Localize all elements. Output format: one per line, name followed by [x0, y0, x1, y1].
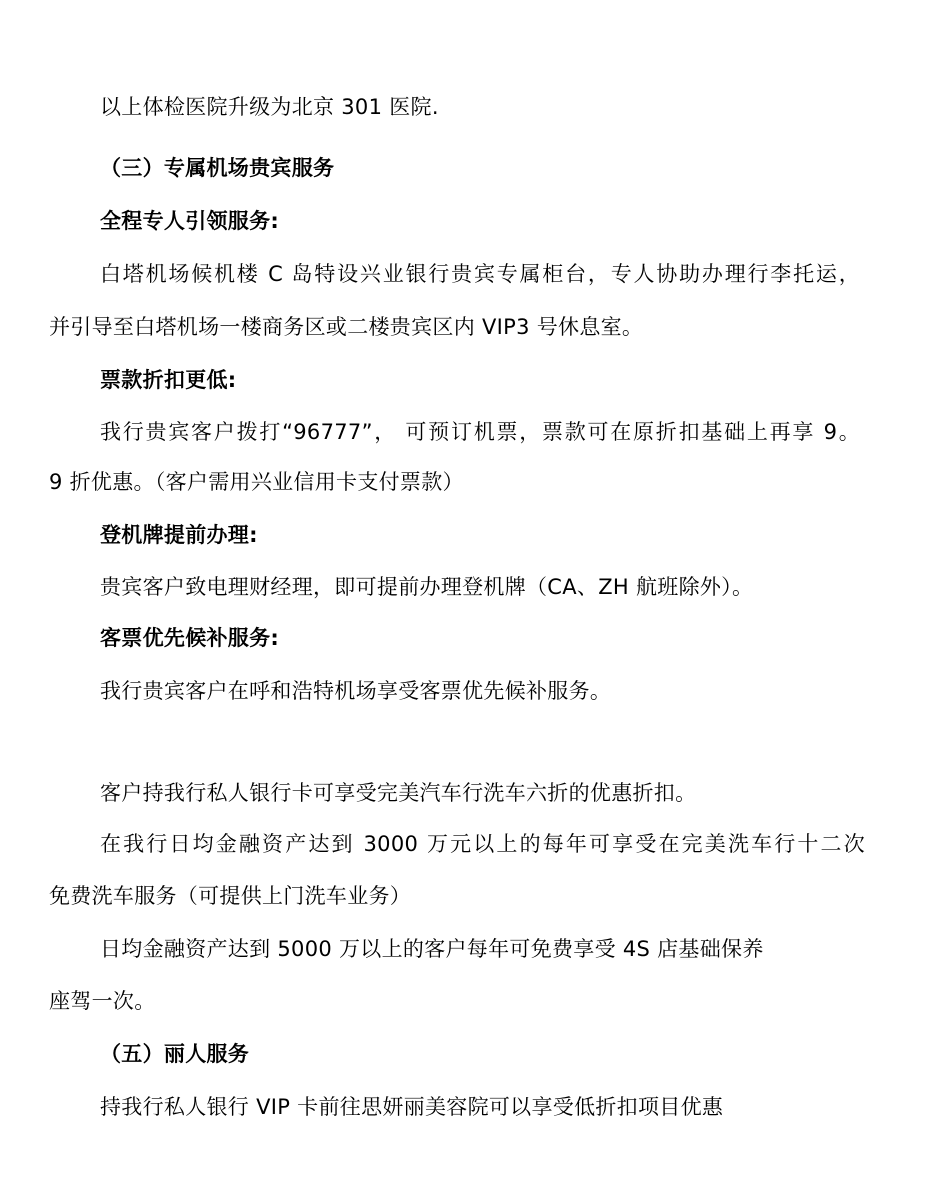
paragraph-hospital-upgrade: 以上体检医院升级为北京 301 医院.: [100, 95, 439, 119]
car-wash-line-1: 客户持我行私人银行卡可享受完美汽车行洗车六折的优惠折扣。: [100, 781, 697, 805]
car-wash-line-2: 在我行日均金融资产达到 3000 万元以上的每年可享受在完美洗车行十二次: [100, 832, 865, 856]
ticket-discount-title: 票款折扣更低:: [100, 368, 237, 392]
ticket-discount-line-2: 9 折优惠。（客户需用兴业信用卡支付票款）: [49, 470, 464, 494]
standby-service-title: 客票优先候补服务:: [100, 626, 280, 650]
escort-service-line-1: 白塔机场候机楼 C 岛特设兴业银行贵宾专属柜台，专人协助办理行李托运，: [100, 262, 860, 286]
boarding-pass-title: 登机牌提前办理:: [100, 523, 258, 547]
car-wash-line-3: 免费洗车服务（可提供上门洗车业务）: [49, 884, 412, 908]
escort-service-line-2: 并引导至白塔机场一楼商务区或二楼贵宾区内 VIP3 号休息室。: [49, 315, 644, 339]
escort-service-title: 全程专人引领服务:: [100, 209, 280, 233]
section-5-title: （五）丽人服务: [100, 1042, 250, 1066]
standby-service-line-1: 我行贵宾客户在呼和浩特机场享受客票优先候补服务。: [100, 679, 612, 703]
boarding-pass-line-1: 贵宾客户致电理财经理，即可提前办理登机牌（CA、ZH 航班除外）。: [100, 575, 754, 599]
ticket-discount-line-1: 我行贵宾客户拨打“96777”， 可预订机票，票款可在原折扣基础上再享 9。: [100, 420, 860, 444]
beauty-service-line-1: 持我行私人银行 VIP 卡前往思妍丽美容院可以享受低折扣项目优惠: [100, 1095, 724, 1119]
car-wash-line-5: 座驾一次。: [49, 989, 156, 1013]
section-3-title: （三）专属机场贵宾服务: [100, 156, 335, 180]
car-wash-line-4: 日均金融资产达到 5000 万以上的客户每年可免费享受 4S 店基础保养: [100, 937, 764, 961]
